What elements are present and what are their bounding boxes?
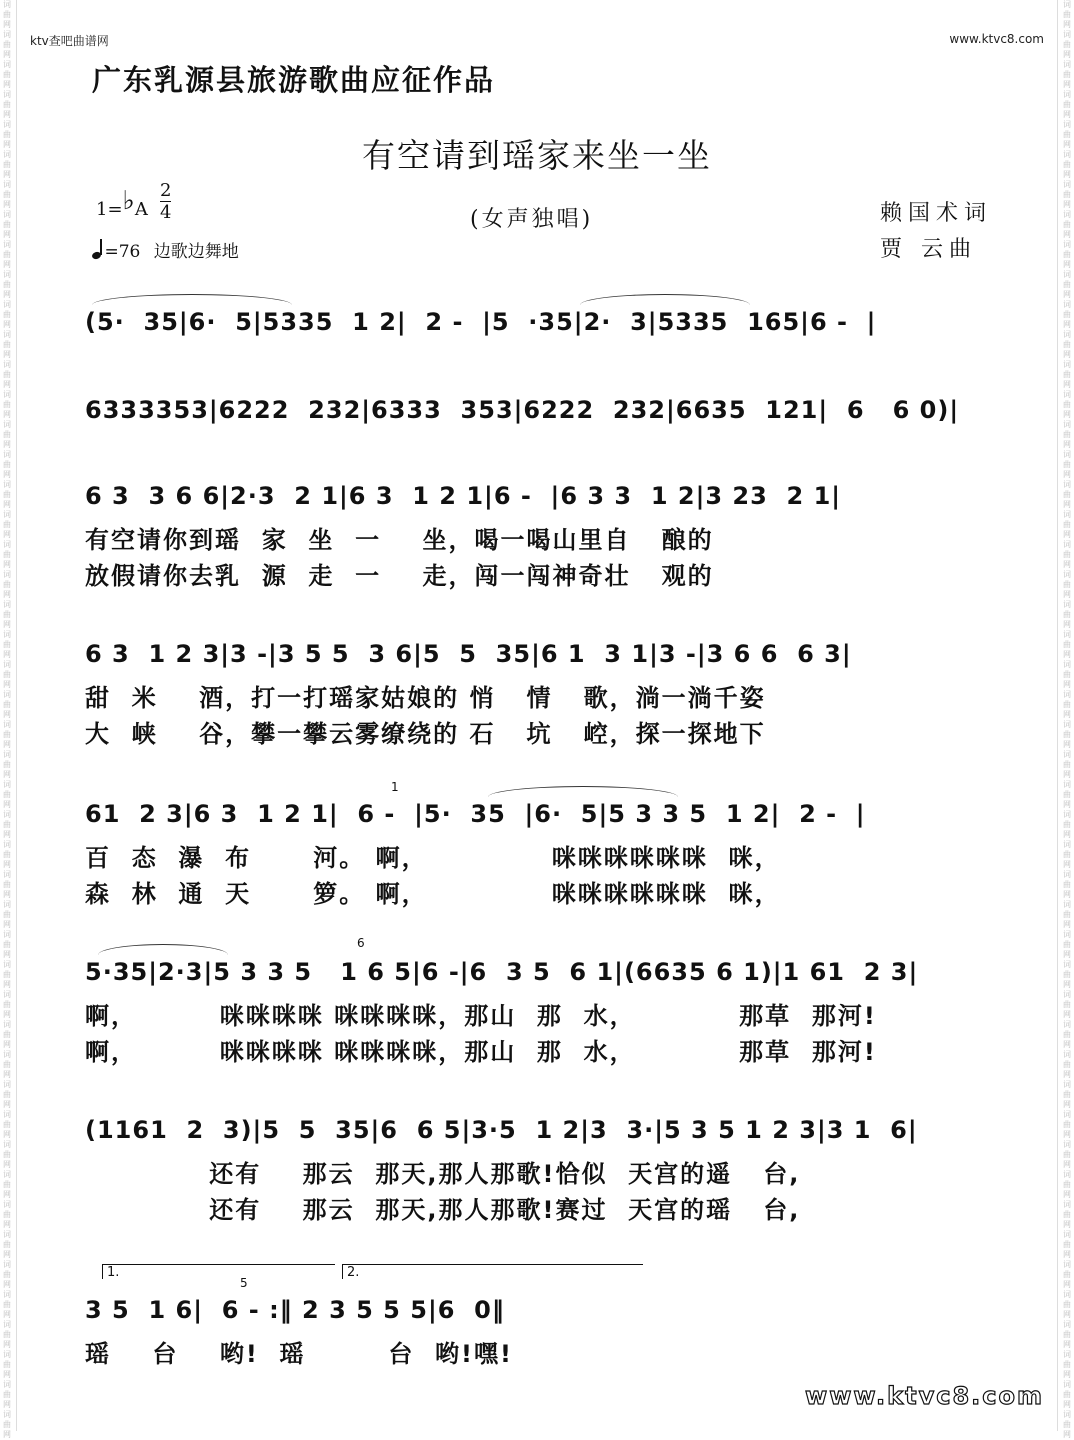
site-url-right[interactable]: www.ktvc8.com — [949, 32, 1044, 46]
quarter-note-icon — [91, 251, 102, 261]
flat-icon: ♭ — [122, 186, 135, 216]
notation-line: 5·35|2·3|5 3 3 5 1 6 5|6 -|6 3 5 6 1|(6635 6 1)|1 61 2 3| — [85, 958, 919, 986]
notation-line: (5· 35|6· 5|5335 1 2| 2 - |5 ·35|2· 3|5335 165|6 - | — [85, 308, 877, 336]
notation-line: 6333353|6222 232|6333 353|6222 232|6635 121| 6 6 0)| — [85, 396, 960, 424]
score-row-1 — [85, 302, 1010, 342]
meter-top: 2 — [160, 180, 172, 201]
notation-line: 6 3 3 6 6|2·3 2 1|6 3 1 2 1|6 - |6 3 3 1 2|3 23 2 1| — [85, 482, 842, 510]
notation-line: 61 2 3|6 3 1 2 1| 6 - |5· 35 |6· 5|5 3 3 5 1 2| 2 - | — [85, 800, 866, 828]
tempo-marking — [92, 237, 239, 262]
right-margin-watermark: 词曲网 词曲网 词曲网 词曲网 词曲网 词曲网 词曲网 词曲网 词曲网 词曲网 词曲网 词曲网 词曲网 词曲网 词曲网 词曲网 词曲网 词曲网 词曲网 词曲网 词曲网 词曲网 词曲网 词曲网 词曲网 词曲网 词曲网 词曲网 词曲网 词曲网 词曲网 词曲网 词曲网 词曲网 词曲网 词曲网 词曲网 词曲网 词曲网 词曲网 词曲网 词曲网 词曲网 词曲网 词曲网 词曲网 词曲网 词曲网 — [1063, 0, 1071, 1439]
notation-line: (1161 2 3)|5 5 35|6 6 5|3·5 1 2|3 3·|5 3 5 1 2 3|3 1 6| — [85, 1116, 918, 1144]
key-letter: A — [134, 199, 148, 220]
song-title: 有空请到瑶家来坐一坐 — [362, 136, 712, 175]
score-row-8 — [85, 1276, 1010, 1330]
score-row-6 — [85, 936, 1010, 992]
site-watermark: www.ktvc8.com — [805, 1382, 1044, 1410]
score-row-2 — [85, 390, 1010, 430]
lyrics-verse1-row5: 百 态 瀑 布 河。 啊， 咪咪咪咪咪咪 咪， — [85, 844, 781, 872]
lyrics-verse1-row6: 啊， 咪咪咪咪 咪咪咪咪，那山 那 水， 那草 那河! — [85, 1002, 877, 1030]
score-row-3 — [85, 476, 1010, 516]
composer: 贾 云曲 — [880, 237, 977, 262]
lyricist: 赖国术词 — [880, 201, 993, 226]
right-margin-line — [1057, 0, 1058, 1431]
lyrics-verse1-row3: 有空请你到瑶 家 坐 一 坐，喝一喝山里自 酿的 — [85, 526, 714, 554]
lyrics-verse2-row3: 放假请你去乳 源 走 一 走，闯一闯神奇壮 观的 — [85, 562, 714, 590]
key-prefix: 1= — [96, 199, 123, 220]
lyrics-verse2-row4: 大 峡 谷，攀一攀云雾缭绕的 石 坑 崆，探一探地下 — [85, 720, 766, 748]
key-signature — [96, 186, 148, 220]
lyrics-verse1-row8: 瑶 台 哟! 瑶 台 哟!嘿! — [85, 1340, 513, 1368]
slur — [580, 294, 750, 305]
second-ending-bracket: 2. — [342, 1264, 643, 1279]
lyrics-verse2-row7: 还有 那云 那天,那人那歌!赛过 天宫的瑶 台, — [85, 1196, 801, 1224]
score-row-4 — [85, 634, 1010, 674]
lyrics-verse1-row7: 还有 那云 那天,那人那歌!恰似 天宫的遥 台, — [85, 1160, 801, 1188]
meter-bottom: 4 — [160, 202, 172, 223]
lyrics-verse1-row4: 甜 米 酒，打一打瑶家姑娘的 悄 情 歌，淌一淌千姿 — [85, 684, 766, 712]
lyrics-verse2-row5: 森 林 通 天 箩。 啊， 咪咪咪咪咪咪 咪， — [85, 880, 781, 908]
tempo-value: =76 — [104, 242, 141, 262]
subtitle: (女声独唱) — [470, 207, 594, 232]
expression-text: 边歌边舞地 — [153, 242, 239, 262]
first-ending-bracket: 1. — [102, 1264, 335, 1279]
event-title: 广东乳源县旅游歌曲应征作品 — [92, 63, 496, 97]
grace-note: 1 — [391, 780, 399, 794]
grace-note: 6 — [357, 936, 365, 950]
left-margin-line — [16, 0, 17, 1431]
lyrics-verse2-row6: 啊， 咪咪咪咪 咪咪咪咪，那山 那 水， 那草 那河! — [85, 1038, 877, 1066]
slur — [488, 786, 678, 797]
slur — [92, 294, 292, 305]
score-row-7 — [85, 1110, 1010, 1150]
slur — [98, 944, 228, 955]
score-row-5 — [85, 780, 1010, 834]
time-signature — [160, 180, 171, 223]
notation-line: 3 5 1 6| 6 - :‖ 2 3 5 5 5|6 0‖ — [85, 1296, 505, 1324]
left-margin-watermark: 词曲网 词曲网 词曲网 词曲网 词曲网 词曲网 词曲网 词曲网 词曲网 词曲网 词曲网 词曲网 词曲网 词曲网 词曲网 词曲网 词曲网 词曲网 词曲网 词曲网 词曲网 词曲网 词曲网 词曲网 词曲网 词曲网 词曲网 词曲网 词曲网 词曲网 词曲网 词曲网 词曲网 词曲网 词曲网 词曲网 词曲网 词曲网 词曲网 词曲网 词曲网 词曲网 词曲网 词曲网 词曲网 词曲网 词曲网 词曲网 — [3, 0, 11, 1439]
grace-note: 5 — [240, 1276, 248, 1290]
notation-line: 6 3 1 2 3|3 -|3 5 5 3 6|5 5 35|6 1 3 1|3 -|3 6 6 6 3| — [85, 640, 852, 668]
site-name-left[interactable]: ktv查吧曲谱网 — [30, 34, 109, 48]
